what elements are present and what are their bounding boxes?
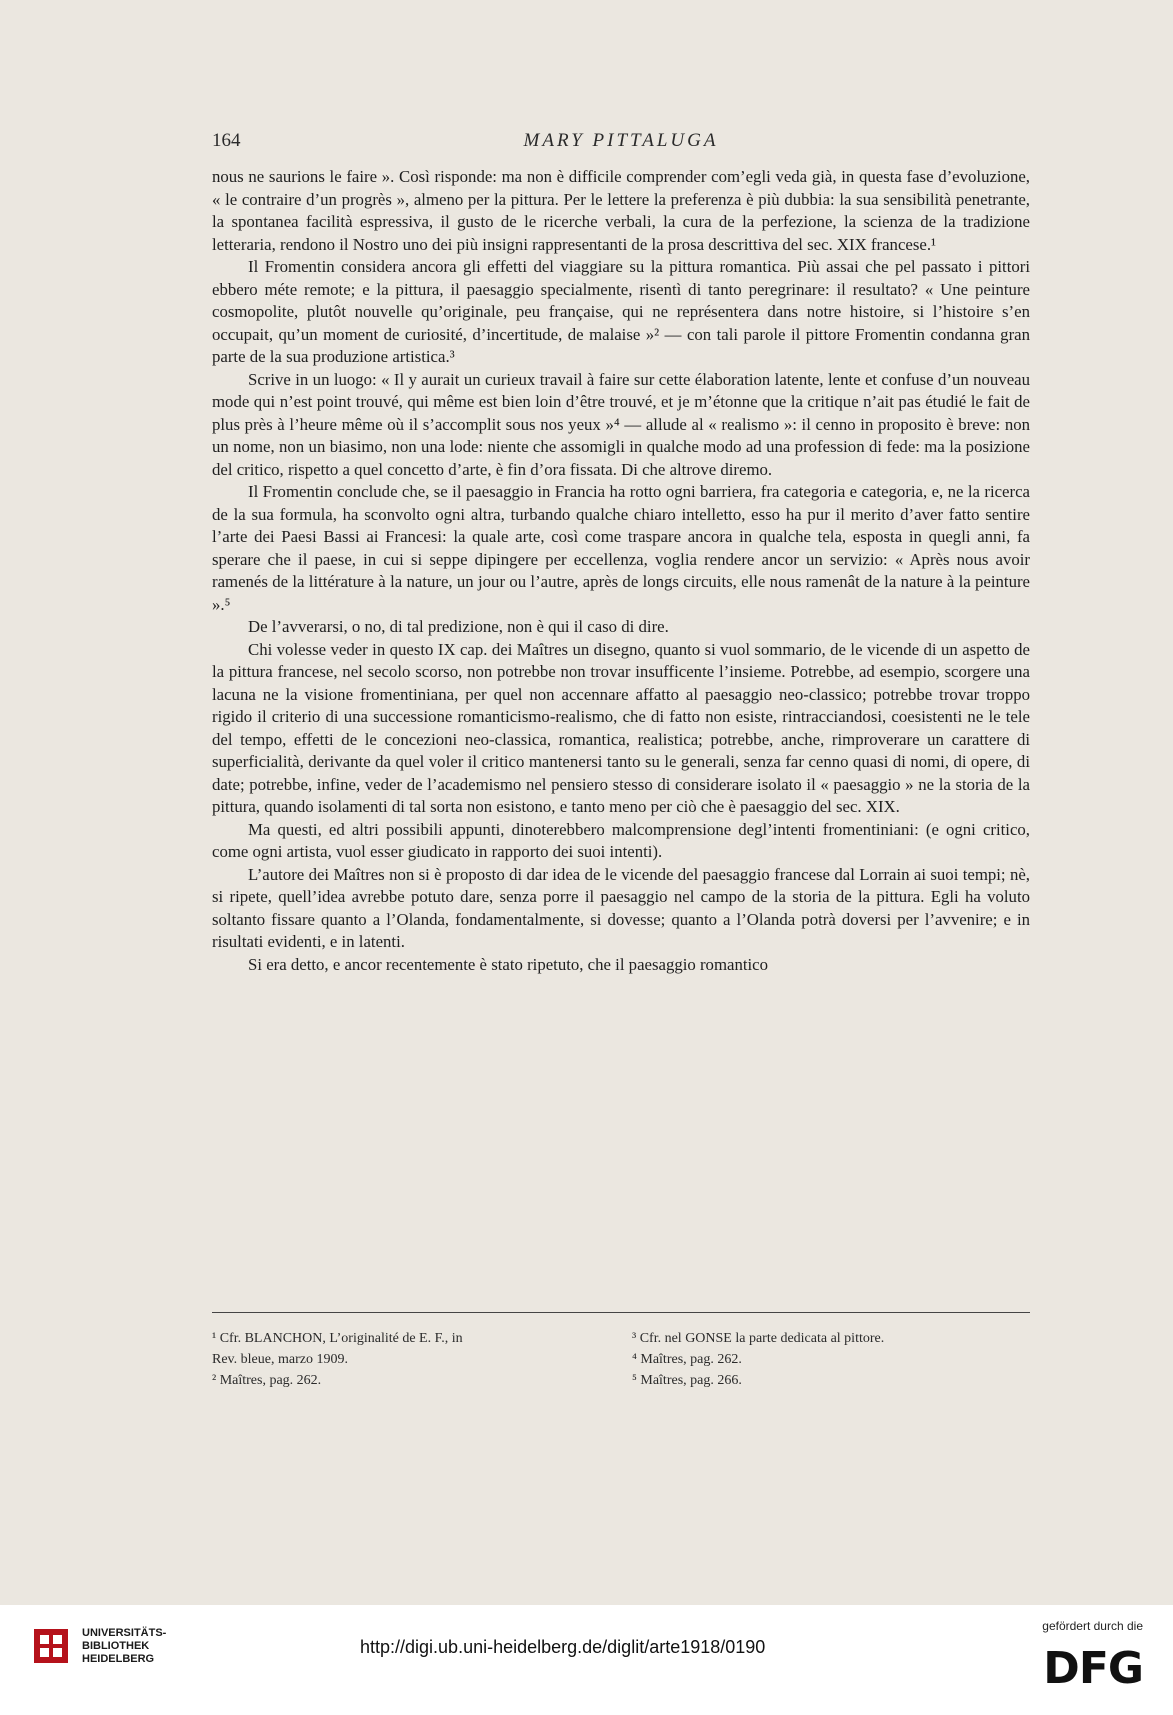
library-name-line: BIBLIOTHEK — [82, 1640, 150, 1652]
paragraph: Chi volesse veder in questo IX cap. dei Maîtres un disegno, quanto si vuol sommario, de le vicende di un aspetto de la pittura francese, nel secolo scorso, non potrebbe non trovar insufficente l’insieme. Potrebbe, ad esempio, scorgere una lacuna ne la visione fromentiniana, per quel non accennare affatto al paesaggio neo-classico; potrebbe trovar troppo rigido il criterio di una successione romanticismo-realismo, che di fatto non esiste, rintracciandosi, coesistenti ne le tele del tempo, effetti de le concezioni neo-classica, romantica, realistica; potrebbe, anche, rimproverare un carattere di superficialità, derivante da quel voler il critico mantenersi tanto su le generali, senza far cenno quasi di nomi, di opere, di date; potrebbe, infine, veder de l’academismo nel pensiero stesso di considerare isolato il « paesaggio » ne la storia de la pittura, quando isolamenti di tal sorta non esistono, e tanto meno per ciò che è paesaggio del sec. XIX. — [212, 639, 1030, 816]
library-name-line: HEIDELBERG — [82, 1653, 155, 1665]
paragraph: nous ne saurions le faire ». Così risponde: ma non è difficile comprender com’egli veda già, in questa fase d’evoluzione, « le contraire d’un progrès », almeno per la pittura. Per le lettere la preferenza è più dubbia: la sua sensibilità penetrante, la spontanea facilità espressiva, il gusto de le ricerche verbali, la cura de la perfezione, la scienza de la tradizione letteraria, rendono il Nostro uno dei più insigni rappresentanti de la prosa descrittiva del sec. XIX francese.¹ — [212, 167, 1030, 254]
paragraph: Scrive in un luogo: « Il y aurait un curieux travail à faire sur cette élaboration latente, lente et confuse d’un nouveau mode qui n’est point trouvé, qui même est bien loin d’être trouvé, et je m’étonne que la critique n’ait pas étudié le fait de plus près à l’heure même où il s’accomplit sous nos yeux »⁴ — allude al « realismo »: il cenno in proposito è breve: non un nome, non un biasimo, non una lode: niente che assomigli in qualche modo ad una profession di fede: ma la posizione del critico, rispetto a quel concetto d’arte, è fin d’ora fissata. Di che altrove diremo. — [212, 369, 1030, 479]
footnote-divider — [212, 1312, 1030, 1313]
footnote-line: ³ Cfr. nel GONSE la parte dedicata al pittore. — [632, 1331, 885, 1346]
funding-caption: gefördert durch die — [1042, 1619, 1143, 1633]
footnote-line: ⁴ Maîtres, pag. 262. — [632, 1352, 742, 1367]
page-number: 164 — [212, 130, 241, 151]
running-head — [212, 130, 1030, 154]
footnotes-right-column — [632, 1328, 1032, 1391]
paragraph: Il Fromentin conclude che, se il paesaggio in Francia ha rotto ogni barriera, fra categoria e categoria, e, ne la ricerca de la sua formula, ha sconvolto ogni altra, turbando qualche chiaro intelletto, esso ha pur il merito d’aver fatto sentire l’arte dei Paesi Bassi ai Francesi: la quale arte, così come traspare ancora in qualche tela, esposta in quegli anni, fa sperare che il paese, in cui si seppe dipingere per eccellenza, voglia rendere ancor un servizio: « Après nous avoir ramenés de la littérature à la nature, un jour ou l’autre, après de longs circuits, elle nous ramenât de la nature à la peinture ».⁵ — [212, 482, 1030, 614]
paragraph: De l’avverarsi, o no, di tal predizione, non è qui il caso di dire. — [248, 617, 669, 636]
paragraph: Si era detto, e ancor recentemente è stato ripetuto, che il paesaggio romantico — [248, 954, 769, 974]
body-text — [212, 166, 1030, 976]
university-library-logo-icon — [32, 1627, 70, 1665]
permalink-url[interactable]: http://digi.ub.uni-heidelberg.de/diglit/arte1918/0190 — [360, 1637, 766, 1657]
paragraph: Ma questi, ed altri possibili appunti, dinoterebbero malcomprensione degl’intenti fromentiniani: (e ogni critico, come ogni artista, vuol esser giudicato in rapporto dei suoi intenti). — [212, 819, 1030, 861]
dfg-logo: DFG — [1043, 1643, 1143, 1694]
footnote-line: Rev. bleue, marzo 1909. — [212, 1352, 348, 1367]
digitization-footer — [0, 1605, 1173, 1715]
paragraph: Il Fromentin considera ancora gli effetti del viaggiare su la pittura romantica. Più assai che pel passato i pittori ebbero méte remote; e la pittura, il paesaggio specialmente, risentì di tanto peregrinare: il resultato? « Une peinture cosmopolite, plutôt nouvelle qu’originale, peu française, qui ne représentera dans notre histoire, si l’histoire s’en occupait, qu’un moment de curiosité, d’incertitude, de malaise »² — con tali parole il pittore Fromentin condanna gran parte de la sua produzione artistica.³ — [212, 257, 1030, 366]
footnote-line: ⁵ Maîtres, pag. 266. — [632, 1373, 742, 1388]
footnote-line: ² Maîtres, pag. 262. — [212, 1373, 322, 1388]
running-title: MARY PITTALUGA — [523, 130, 719, 151]
footnotes-left-column — [212, 1328, 612, 1391]
library-name-line: UNIVERSITÄTS- — [82, 1627, 167, 1639]
library-name — [82, 1627, 166, 1666]
footnote-line: ¹ Cfr. BLANCHON, L’originalité de E. F., in — [212, 1331, 463, 1346]
paragraph: L’autore dei Maîtres non si è proposto di dar idea de le vicende del paesaggio francese dal Lorrain ai suoi tempi; nè, si ripete, quell’idea avrebbe potuto dare, senza porre il paesaggio nel campo de la storia de la pittura. Egli ha voluto soltanto fissare quanto a l’Olanda, fondamentalmente, si dovesse; quanto a l’Olanda potrà doversi per l’avvenire; e in risultati evidenti, e in latenti. — [212, 864, 1030, 951]
